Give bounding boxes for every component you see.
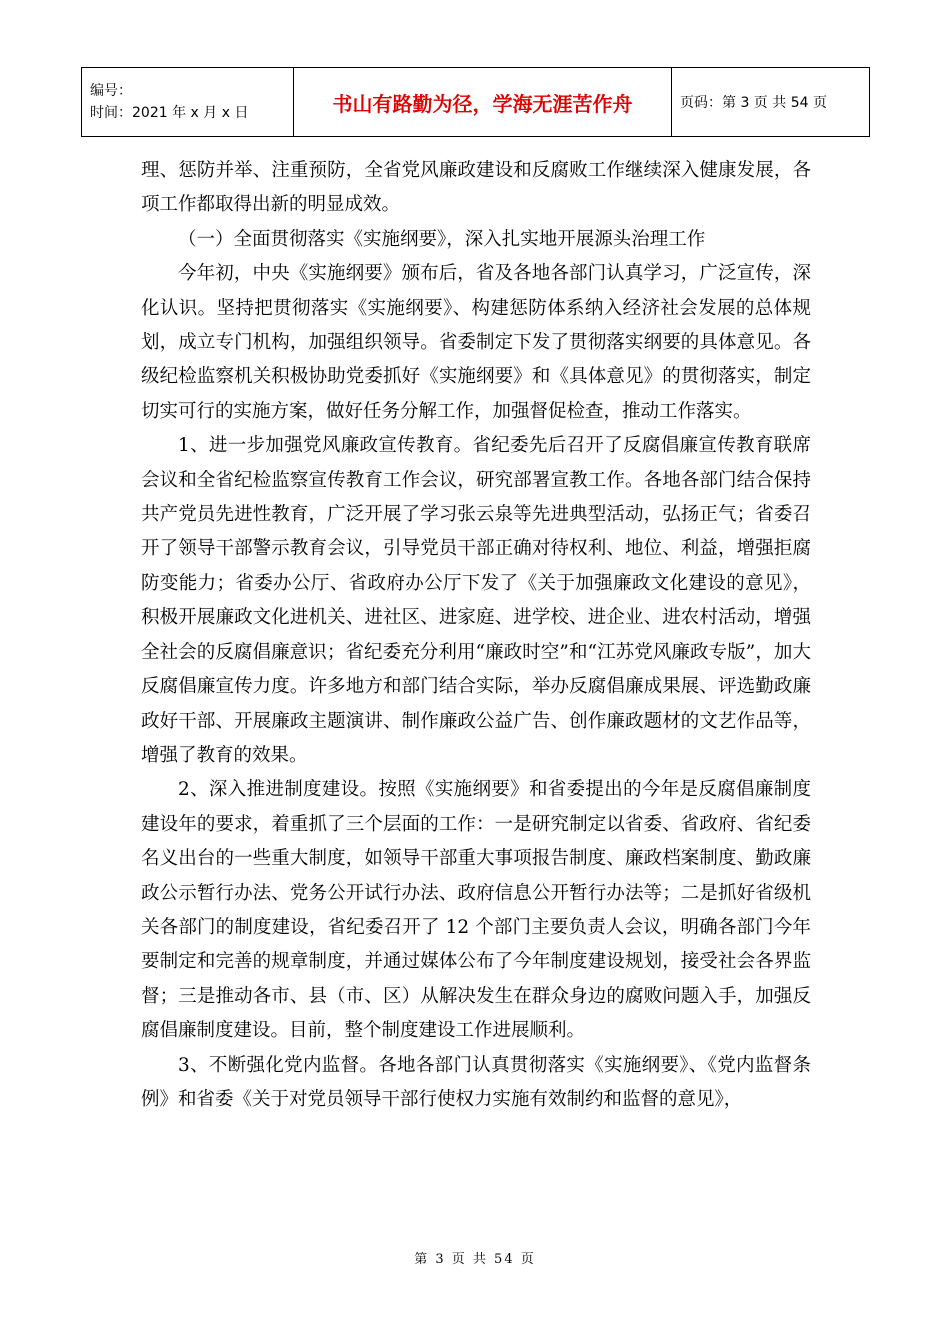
document-body: [141, 154, 811, 1117]
number-label: 编号：: [90, 83, 132, 99]
header-meta-cell: [82, 68, 294, 137]
motto-cell: [294, 68, 672, 137]
paragraph: 2、深入推进制度建设。按照《实施纲要》和省委提出的今年是反腐倡廉制度建设年的要求，着重抓了三个层面的工作：一是研究制定以省委、省政府、省纪委名义出台的一些重大制度，如领导干部重大事项报告制度、廉政档案制度、勤政廉政公示暂行办法、党务公开试行办法、政府信息公开暂行办法等；二是抓好省级机关各部门的制度建设，省纪委召开了 12 个部门主要负责人会议，明确各部门今年要制定和完善的规章制度，并通过媒体公布了今年制度建设规划，接受社会各界监督；三是推动各市、县（市、区）从解决发生在群众身边的腐败问题入手，加强反腐倡廉制度建设。目前，整个制度建设工作进展顺利。: [141, 779, 811, 1042]
footer-page-number: 第 3 页 共 54 页: [414, 1252, 536, 1267]
document-header: [81, 67, 870, 137]
page-label: 页码：第 3 页 共 54 页: [680, 95, 827, 111]
motto-text: 书山有路勤为径，学海无涯苦作舟: [332, 91, 633, 116]
page-number-cell: [672, 68, 870, 137]
date-label: 时间：2021 年 x 月 x 日: [90, 105, 249, 121]
paragraph-continuation: 理、惩防并举、注重预防，全省党风廉政建设和反腐败工作继续深入健康发展，各项工作都取得出新的明显成效。: [141, 160, 811, 216]
paragraph: 3、不断强化党内监督。各地各部门认真贯彻落实《实施纲要》、《党内监督条例》和省委《关于对党员领导干部行使权力实施有效制约和监督的意见》，: [141, 1054, 811, 1110]
page-footer: [0, 1248, 950, 1267]
section-heading: （一）全面贯彻落实《实施纲要》，深入扎实地开展源头治理工作: [178, 228, 706, 250]
paragraph: 今年初，中央《实施纲要》颁布后，省及各地各部门认真学习，广泛宣传，深化认识。坚持把贯彻落实《实施纲要》、构建惩防体系纳入经济社会发展的总体规划，成立专门机构，加强组织领导。省委制定下发了贯彻落实纲要的具体意见。各级纪检监察机关积极协助党委抓好《实施纲要》和《具体意见》的贯彻落实，制定切实可行的实施方案，做好任务分解工作，加强督促检查，推动工作落实。: [141, 263, 811, 422]
paragraph: 1、进一步加强党风廉政宣传教育。省纪委先后召开了反腐倡廉宣传教育联席会议和全省纪检监察宣传教育工作会议，研究部署宣教工作。各地各部门结合保持共产党员先进性教育，广泛开展了学习张云泉等先进典型活动，弘扬正气；省委召开了领导干部警示教育会议，引导党员干部正确对待权利、地位、利益，增强拒腐防变能力；省委办公厅、省政府办公厅下发了《关于加强廉政文化建设的意见》，积极开展廉政文化进机关、进社区、进家庭、进学校、进企业、进农村活动，增强全社会的反腐倡廉意识；省纪委充分利用“廉政时空”和“江苏党风廉政专版”，加大反腐倡廉宣传力度。许多地方和部门结合实际，举办反腐倡廉成果展、评选勤政廉政好干部、开展廉政主题演讲、制作廉政公益广告、创作廉政题材的文艺作品等，增强了教育的效果。: [141, 435, 811, 766]
